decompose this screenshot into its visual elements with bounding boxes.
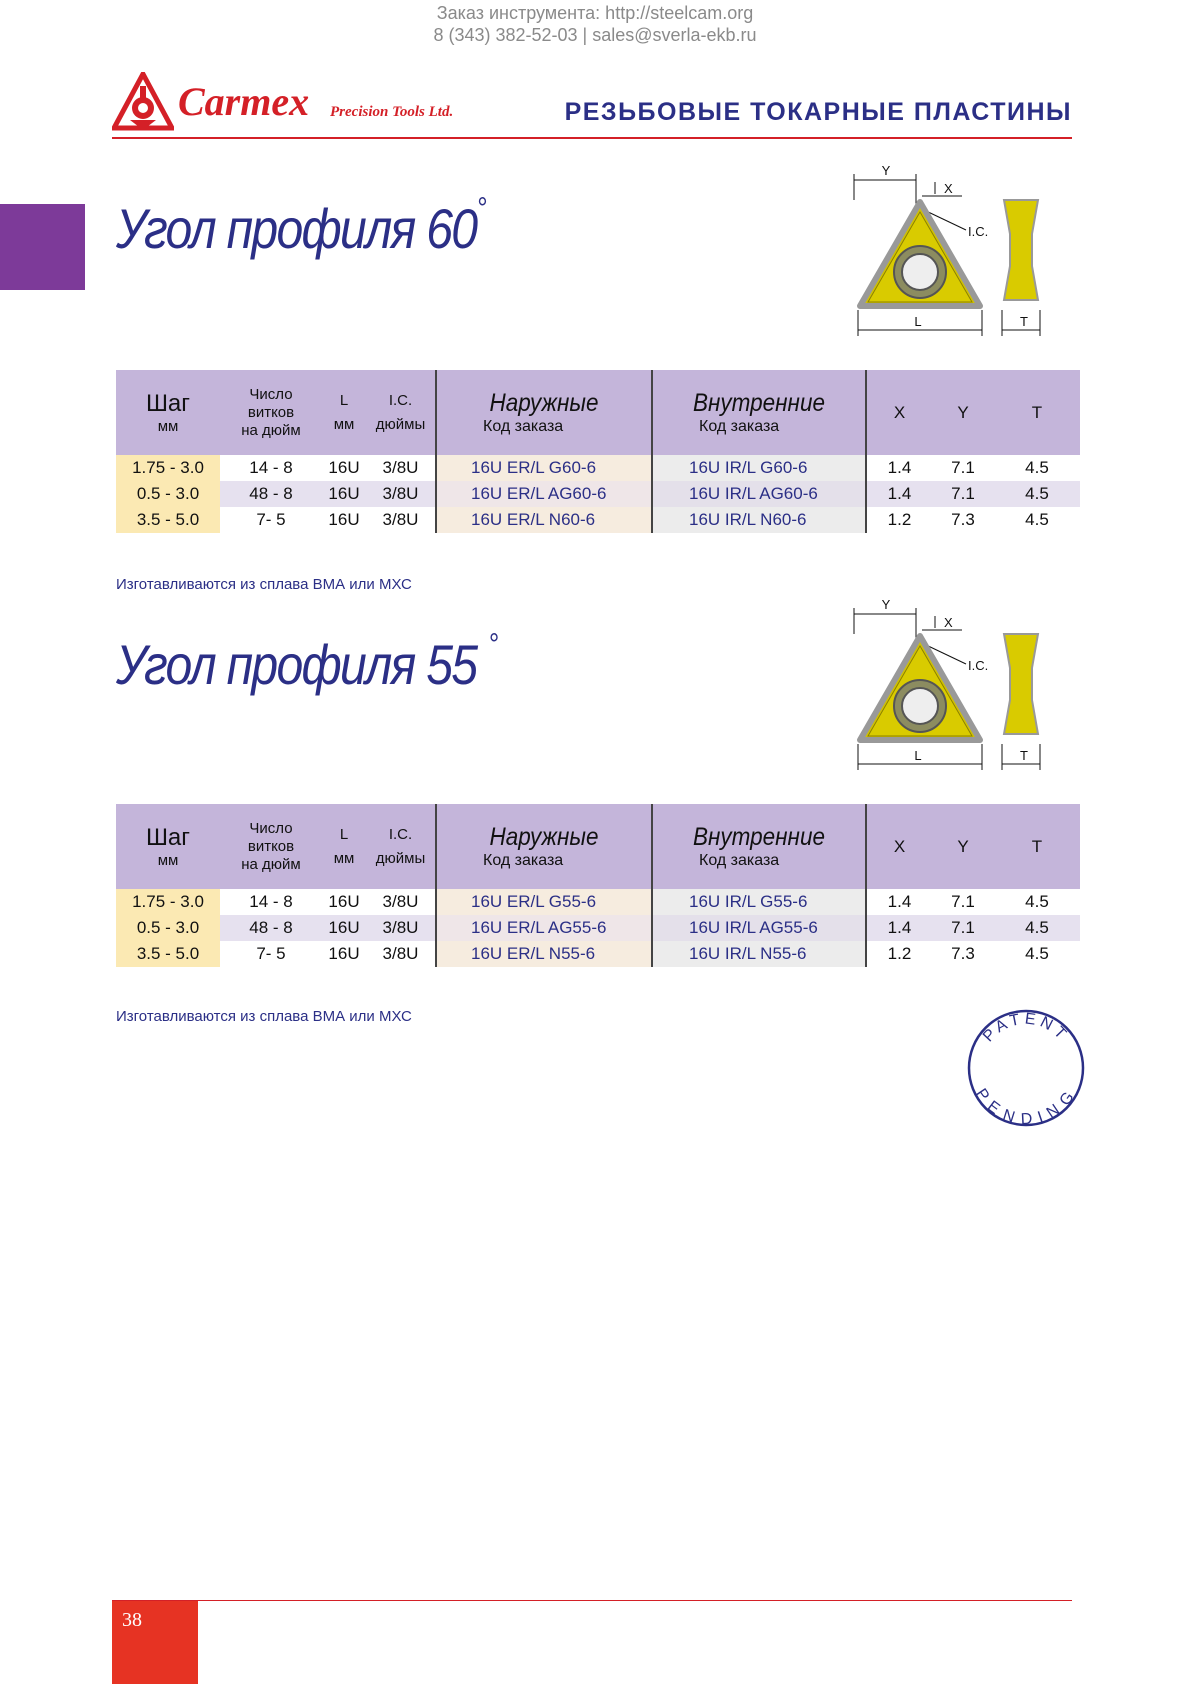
cell-ic: 3/8U — [382, 458, 419, 477]
header-turns: Число витков на дюйм — [220, 804, 322, 889]
alloy-note-55: Изготавливаются из сплава ВМА или МХС — [116, 1008, 412, 1025]
cell-step: 3.5 - 5.0 — [116, 507, 220, 533]
cell-t: 4.5 — [1025, 892, 1049, 911]
contact-phone-line: 8 (343) 382-52-03 | sales@sverla-ekb.ru — [433, 25, 757, 45]
section-title-text: Угол профиля 55 — [116, 633, 477, 696]
header-ic: I.C. дюймы — [366, 370, 436, 455]
cell-external-code: 16U ER/L AG55-6 — [436, 915, 652, 941]
cell-turns: 7- 5 — [220, 507, 322, 533]
cell-t: 4.5 — [994, 915, 1080, 941]
header-internal: Внутренние Код заказа — [652, 370, 866, 455]
cell-l: 16U — [328, 458, 360, 477]
cell-x: 1.4 — [866, 455, 932, 481]
header-turns: Число витков на дюйм — [220, 370, 322, 455]
carmex-logo — [112, 70, 472, 134]
cell-l: 16U — [328, 892, 360, 911]
insert-diagram-55 — [852, 594, 1052, 794]
header-step: Шаг мм — [116, 804, 220, 889]
cell-external-code: 16U ER/L N60-6 — [436, 507, 652, 533]
table-row — [116, 889, 1080, 915]
cell-ic: 3/8U — [382, 944, 419, 963]
cell-x: 1.2 — [866, 941, 932, 967]
cell-y: 7.1 — [951, 892, 975, 911]
cell-step: 3.5 - 5.0 — [116, 941, 220, 967]
cell-l: 16U — [322, 481, 366, 507]
cell-turns: 14 - 8 — [220, 889, 322, 915]
carmex-triangle-icon — [112, 72, 174, 132]
contact-order-line: Заказ инструмента: http://steelcam.org — [436, 3, 754, 23]
table-header-row — [116, 804, 1080, 889]
cell-external-code: 16U ER/L N55-6 — [436, 941, 652, 967]
header-y: Y — [932, 370, 994, 455]
cell-step: 0.5 - 3.0 — [116, 481, 220, 507]
cell-internal-code: 16U IR/L G55-6 — [652, 889, 866, 915]
cell-y: 7.1 — [932, 915, 994, 941]
cell-ic: 3/8U — [382, 510, 419, 529]
dim-label-ic: I.C. — [968, 224, 989, 239]
cell-t: 4.5 — [1025, 944, 1049, 963]
header-ic: I.C. дюймы — [366, 804, 436, 889]
cell-step: 1.75 - 3.0 — [116, 455, 220, 481]
spec-table-60 — [116, 370, 1080, 533]
cell-x: 1.4 — [866, 889, 932, 915]
section-tab-marker — [0, 204, 85, 290]
dim-label-t: T — [1020, 314, 1028, 329]
cell-external-code: 16U ER/L AG60-6 — [436, 481, 652, 507]
header-divider — [112, 137, 1072, 139]
dim-label-l: L — [914, 314, 922, 329]
patent-pending-stamp — [964, 1006, 1088, 1130]
cell-x: 1.4 — [866, 481, 932, 507]
page-number: 38 — [122, 1609, 142, 1631]
cell-y: 7.1 — [951, 458, 975, 477]
page-header-title: РЕЗЬБОВЫЕ ТОКАРНЫЕ ПЛАСТИНЫ — [564, 98, 1072, 126]
cell-x: 1.2 — [866, 507, 932, 533]
cell-internal-code: 16U IR/L N60-6 — [652, 507, 866, 533]
header-y: Y — [932, 804, 994, 889]
header-t: T — [994, 804, 1080, 889]
cell-y: 7.3 — [951, 944, 975, 963]
cell-internal-code: 16U IR/L AG55-6 — [652, 915, 866, 941]
header-x: X — [866, 370, 932, 455]
degree-mark: ° — [487, 628, 497, 661]
dim-label-x: X — [944, 181, 953, 196]
table-row — [116, 915, 1080, 941]
table-row — [116, 941, 1080, 967]
cell-internal-code: 16U IR/L G60-6 — [652, 455, 866, 481]
insert-diagram-60 — [852, 160, 1052, 360]
cell-step: 1.75 - 3.0 — [116, 889, 220, 915]
cell-l: 16U — [322, 915, 366, 941]
cell-turns: 48 - 8 — [220, 915, 322, 941]
header-x: X — [866, 804, 932, 889]
header-l: L мм — [322, 804, 366, 889]
cell-external-code: 16U ER/L G55-6 — [436, 889, 652, 915]
spec-table-55 — [116, 804, 1080, 967]
contact-block — [0, 2, 1190, 46]
table-header-row — [116, 370, 1080, 455]
cell-turns: 48 - 8 — [220, 481, 322, 507]
dim-label-y: Y — [881, 163, 891, 178]
svg-text:PATENT — [980, 1011, 1072, 1046]
section-title-60 — [116, 192, 485, 261]
cell-ic: 3/8U — [366, 481, 436, 507]
header-internal: Внутренние Код заказа — [652, 804, 866, 889]
cell-t: 4.5 — [1025, 510, 1049, 529]
page-number-box — [112, 1601, 198, 1684]
cell-ic: 3/8U — [366, 915, 436, 941]
cell-l: 16U — [328, 510, 360, 529]
section-title-55 — [116, 628, 497, 697]
stamp-top-text: PATENT — [980, 1010, 1072, 1046]
dim-label-l: L — [914, 748, 922, 763]
degree-mark: ° — [476, 192, 485, 225]
header-external: Наружные Код заказа — [436, 804, 652, 889]
table-row — [116, 455, 1080, 481]
footer-divider — [112, 1600, 1072, 1601]
table-row — [116, 507, 1080, 533]
cell-y: 7.3 — [951, 510, 975, 529]
header-l: L мм — [322, 370, 366, 455]
cell-x: 1.4 — [866, 915, 932, 941]
header-t: T — [994, 370, 1080, 455]
logo-subtitle: Precision Tools Ltd. — [330, 104, 454, 120]
cell-external-code: 16U ER/L G60-6 — [436, 455, 652, 481]
cell-y: 7.1 — [932, 481, 994, 507]
cell-l: 16U — [328, 944, 360, 963]
cell-t: 4.5 — [994, 481, 1080, 507]
table-row — [116, 481, 1080, 507]
stamp-bottom-text: PENDING — [972, 1085, 1080, 1129]
cell-internal-code: 16U IR/L AG60-6 — [652, 481, 866, 507]
alloy-note-60: Изготавливаются из сплава ВМА или МХС — [116, 576, 412, 593]
cell-turns: 14 - 8 — [220, 455, 322, 481]
header-external: Наружные Код заказа — [436, 370, 652, 455]
svg-text:PENDING — [972, 1086, 1080, 1129]
cell-internal-code: 16U IR/L N55-6 — [652, 941, 866, 967]
dim-label-x: X — [944, 615, 953, 630]
cell-turns: 7- 5 — [220, 941, 322, 967]
header-step: Шаг мм — [116, 370, 220, 455]
dim-label-ic: I.C. — [968, 658, 989, 673]
cell-t: 4.5 — [1025, 458, 1049, 477]
logo-wordmark: Carmex — [178, 79, 310, 124]
section-title-text: Угол профиля 60 — [116, 197, 477, 260]
cell-ic: 3/8U — [382, 892, 419, 911]
cell-step: 0.5 - 3.0 — [116, 915, 220, 941]
dim-label-y: Y — [881, 597, 891, 612]
dim-label-t: T — [1020, 748, 1028, 763]
